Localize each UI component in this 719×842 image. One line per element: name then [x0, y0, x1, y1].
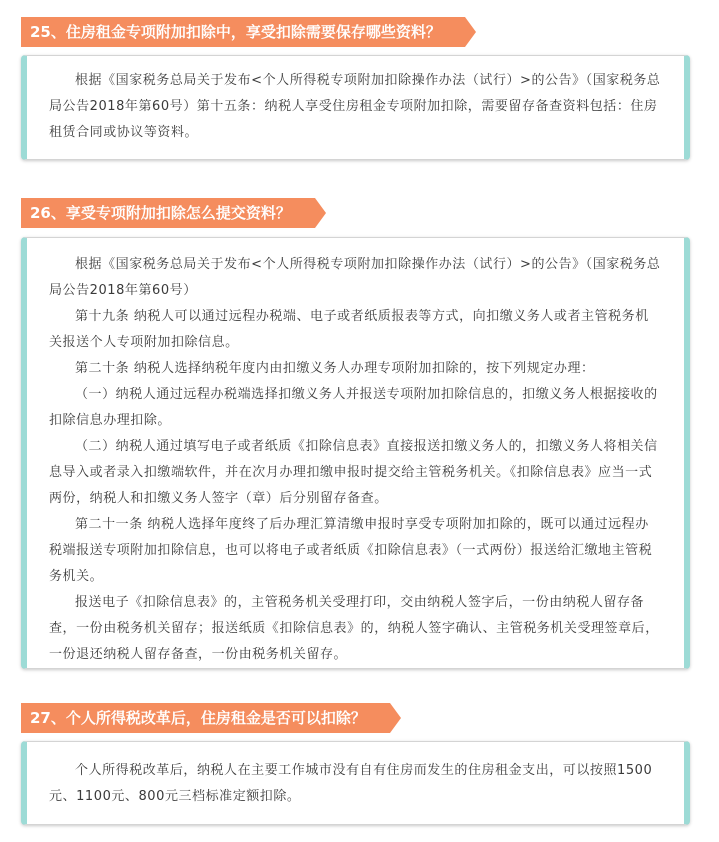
question-title-26: 26、享受专项附加扣除怎么提交资料？ [21, 198, 315, 228]
question-title-27: 27、个人所得税改革后，住房租金是否可以扣除？ [21, 703, 390, 733]
answer-paragraph: 第十九条 纳税人可以通过远程办税端、电子或者纸质报表等方式，向扣缴义务人或者主管税务机关报送个人专项附加扣除信息。 [49, 309, 649, 350]
question-title-25: 25、住房租金专项附加扣除中，享受扣除需要保存哪些资料？ [21, 17, 465, 47]
answer-paragraph: 根据《国家税务总局关于发布<个人所得税专项附加扣除操作办法（试行）>的公告》（国家税务总局公告2018年第60号） [49, 257, 661, 298]
answer-paragraph: 第二十一条 纳税人选择年度终了后办理汇算清缴申报时享受专项附加扣除的，既可以通过远程办税端报送专项附加扣除信息，也可以将电子或者纸质《扣除信息表》（一式两份）报送给汇缴地主管税务机关。 [49, 517, 653, 584]
answer-paragraph: 根据《国家税务总局关于发布<个人所得税专项附加扣除操作办法（试行）>的公告》（国家税务总局公告2018年第60号）第十五条：纳税人享受住房租金专项附加扣除，需要留存备查资料包括：住房租赁合同或协议等资料。 [49, 73, 661, 140]
answer-box-27 [21, 741, 690, 825]
answer-paragraph: （二）纳税人通过填写电子或者纸质《扣除信息表》直接报送扣缴义务人的，扣缴义务人将相关信息导入或者录入扣缴端软件，并在次月办理扣缴申报时提交给主管税务机关。《扣除信息表》应当一式两份，纳税人和扣缴义务人签字（章）后分别留存备查。 [49, 439, 658, 506]
answer-paragraph: （一）纳税人通过远程办税端选择扣缴义务人并报送专项附加扣除信息的，扣缴义务人根据接收的扣除信息办理扣除。 [49, 387, 658, 428]
answer-box-25 [21, 55, 690, 160]
answer-paragraph: 报送电子《扣除信息表》的，主管税务机关受理打印，交由纳税人签字后，一份由纳税人留存备查，一份由税务机关留存；报送纸质《扣除信息表》的，纳税人签字确认、主管税务机关受理签章后，一份退还纳税人留存备查，一份由税务机关留存。 [49, 595, 659, 662]
answer-box-26 [21, 237, 690, 669]
answer-paragraph: 第二十条 纳税人选择纳税年度内由扣缴义务人办理专项附加扣除的，按下列规定办理： [75, 361, 595, 376]
answer-paragraph: 个人所得税改革后，纳税人在主要工作城市没有自有住房而发生的住房租金支出，可以按照1500元、1100元、800元三档标准定额扣除。 [49, 763, 653, 804]
